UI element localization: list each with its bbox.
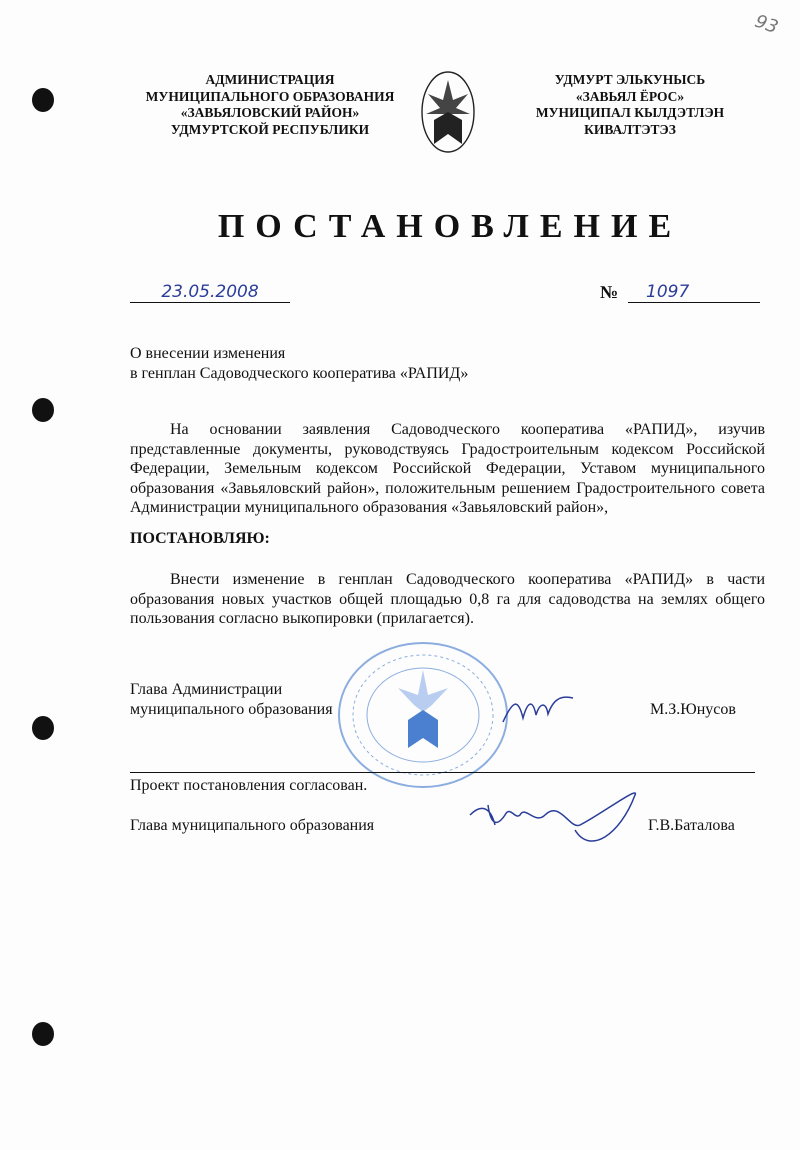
punch-hole (32, 716, 54, 740)
document-title: ПОСТАНОВЛЕНИЕ (217, 208, 683, 245)
number-field (628, 282, 760, 303)
punch-hole (32, 398, 54, 422)
header-line: АДМИНИСТРАЦИЯ (205, 72, 335, 87)
signer2-name: Г.В.Баталова (648, 817, 735, 834)
punch-hole (32, 1022, 54, 1046)
header-line: УДМУРТСКОЙ РЕСПУБЛИКИ (170, 121, 370, 137)
signature-2 (460, 775, 660, 865)
divider (130, 772, 755, 773)
number-label: № (600, 282, 619, 302)
approval-note: Проект постановления согласован. (130, 777, 368, 794)
official-stamp (336, 640, 511, 790)
signer2-title: Глава муниципального образования (130, 817, 375, 834)
resolution-body: Внести изменение в генплан Садоводческого кооператива «РАПИД» в части образования новых участков общей площадью 0,8 га для садоводства на землях общего пользования согласно выкопировки (прилагается). (130, 571, 765, 627)
header-line: УДМУРТ ЭЛЬКУНЫСЬ (554, 72, 706, 87)
subject (130, 344, 468, 383)
header-line: «ЗАВЬЯЛ ЁРОС» (575, 88, 685, 104)
signer1-title-line: Глава Администрации (130, 681, 283, 698)
header-line: «ЗАВЬЯЛОВСКИЙ РАЙОН» (180, 105, 360, 120)
header-line: МУНИЦИПАЛЬНОГО ОБРАЗОВАНИЯ (145, 88, 395, 104)
page-number: 93 (752, 10, 781, 39)
resolve-heading: ПОСТАНОВЛЯЮ: (130, 530, 270, 547)
subject-line: О внесении изменения (130, 345, 286, 362)
date-field (130, 282, 290, 303)
date-value: 23.05.2008 (161, 282, 259, 302)
subject-line: в генплан Садоводческого кооператива «РАПИД» (130, 364, 469, 382)
signer1-title (130, 680, 333, 719)
header-right (520, 72, 740, 138)
punch-hole (32, 88, 54, 112)
signer1-title-line: муниципального образования (130, 700, 333, 718)
coat-of-arms-emblem (420, 70, 476, 154)
header-line: КИВАЛТЭТЭЗ (584, 121, 676, 137)
header-left (140, 72, 400, 138)
signature-1 (498, 690, 578, 730)
header-line: МУНИЦИПАЛ КЫЛДЭТЛЭН (535, 105, 725, 120)
preamble: На основании заявления Садоводческого кооператива «РАПИД», изучив представленные документы, руководствуясь Градостроительным кодексом Российской Федерации, Земельным кодексом Российской Федерации, Уставом муниципального образования «Завьяловский район», положительным решением Градостроительного совета Администрации муниципального образования «Завьяловский район», (130, 421, 765, 516)
signer1-name: М.З.Юнусов (650, 701, 736, 718)
number-value: 1097 (646, 282, 690, 302)
